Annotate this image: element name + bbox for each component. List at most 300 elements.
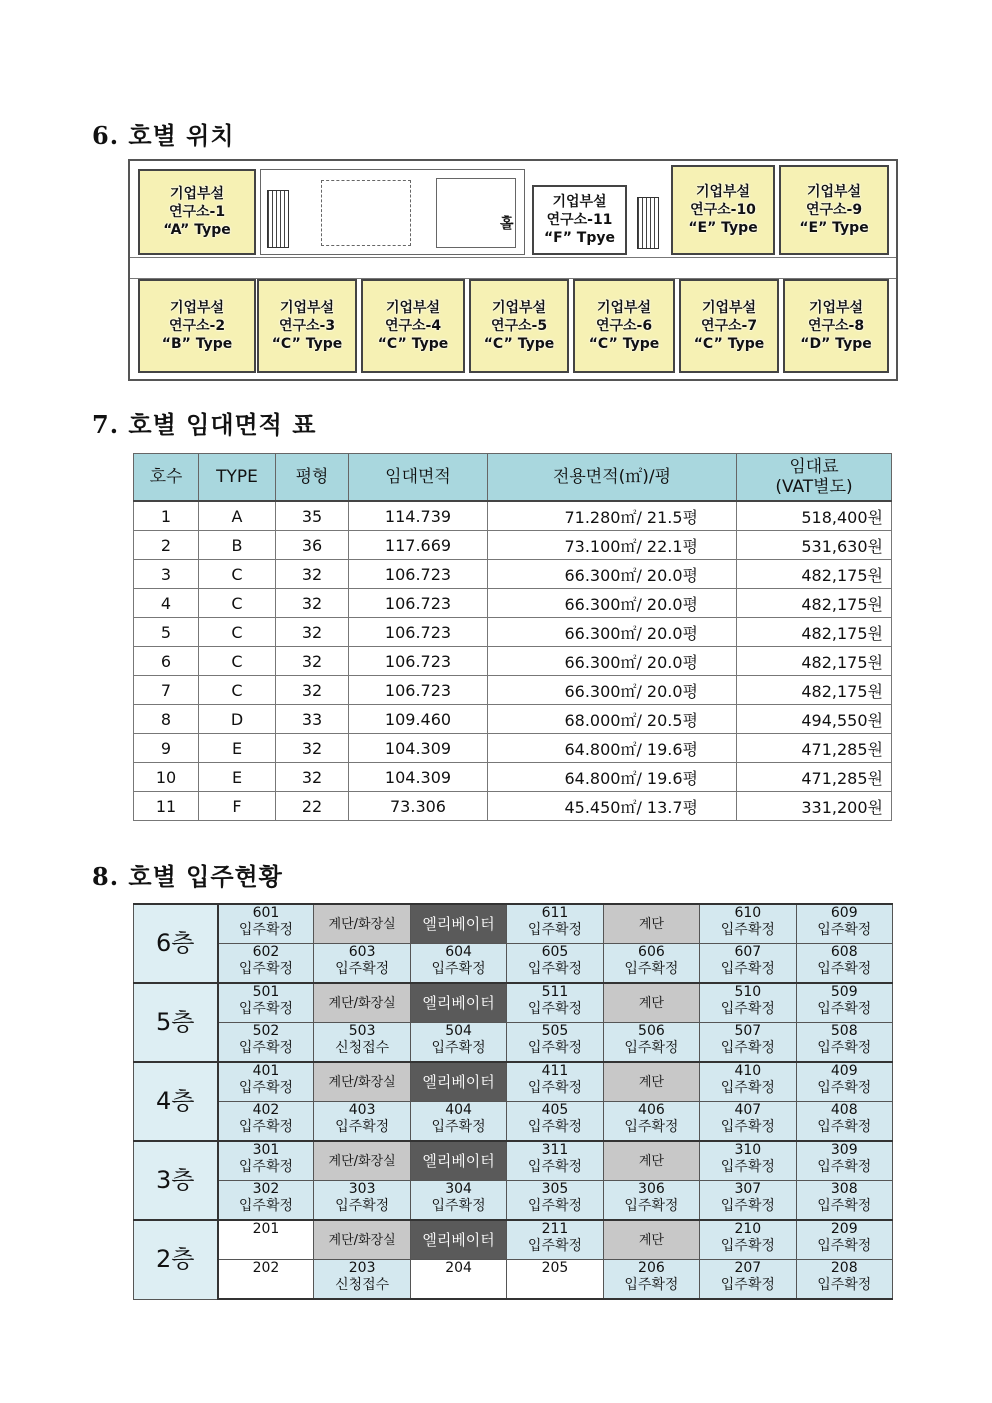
room-line: “C” Type	[693, 336, 765, 352]
unit-status: 입주확정	[624, 1119, 679, 1135]
unit-cell	[603, 1181, 699, 1221]
unit-status: 입주확정	[335, 1119, 390, 1135]
table-cell: 531,630원	[737, 531, 892, 560]
hall-label: 홀	[500, 216, 514, 232]
unit-cell	[700, 944, 796, 984]
floor-row-bottom	[134, 1181, 893, 1221]
unit-number: 511	[541, 984, 569, 1000]
unit-status: 입주확정	[431, 1198, 486, 1214]
unit-number: 410	[734, 1063, 762, 1079]
room-lab-10	[671, 165, 775, 255]
floor-plan	[128, 159, 898, 381]
unit-number: 603	[348, 944, 376, 960]
room-line: “E” Type	[799, 220, 869, 236]
occupancy-table	[133, 903, 893, 1300]
unit-cell	[410, 1023, 506, 1063]
table-row	[134, 734, 892, 763]
unit-status: 입주확정	[817, 961, 872, 977]
unit-number: 607	[734, 944, 762, 960]
room-line: 연구소-1	[168, 204, 226, 220]
room-line: 연구소-3	[278, 318, 336, 334]
restroom	[321, 180, 411, 246]
unit-status: 입주확정	[527, 1001, 583, 1017]
unit-number: 507	[734, 1023, 762, 1039]
room-line: “E” Type	[688, 220, 758, 236]
unit-number: 411	[541, 1063, 569, 1079]
unit-status: 입주확정	[624, 1040, 679, 1056]
floor-row-top	[134, 983, 893, 1023]
table-cell: A	[199, 501, 276, 531]
col-header: 호수	[134, 454, 199, 502]
unit-cell	[218, 1062, 314, 1102]
room-lab-5	[469, 279, 569, 373]
table-cell: 106.723	[349, 560, 488, 589]
table-cell: 5	[134, 618, 199, 647]
col-header-line: 임대료	[789, 457, 839, 477]
unit-status: 입주확정	[527, 1119, 583, 1135]
table-cell: C	[199, 647, 276, 676]
unit-status: 입주확정	[817, 1159, 872, 1175]
table-cell: 482,175원	[737, 647, 892, 676]
unit-number: 610	[734, 905, 762, 921]
table-cell: 518,400원	[737, 501, 892, 531]
room-line: “C” Type	[271, 336, 343, 352]
unit-cell	[603, 1260, 699, 1300]
floor-label: 2층	[134, 1220, 218, 1299]
table-cell: 106.723	[349, 618, 488, 647]
unit-cell	[700, 1062, 796, 1102]
stairs-restroom-cell: 계단/화장실	[314, 1141, 410, 1181]
unit-number: 604	[445, 944, 472, 960]
table-cell: 106.723	[349, 647, 488, 676]
table-cell: 482,175원	[737, 589, 892, 618]
table-row	[134, 792, 892, 821]
unit-status: 입주확정	[720, 1119, 775, 1135]
table-row	[134, 589, 892, 618]
elevator-cell: 엘리베이터	[410, 1141, 506, 1181]
unit-cell	[410, 1260, 506, 1300]
unit-status: 입주확정	[817, 1198, 872, 1214]
unit-status: 입주확정	[817, 1001, 872, 1017]
unit-status: 신청접수	[335, 1277, 390, 1293]
floor-label: 3층	[134, 1141, 218, 1220]
room-line: 기업부설	[169, 186, 225, 202]
unit-cell	[218, 1181, 314, 1221]
unit-status: 입주확정	[527, 961, 583, 977]
table-cell: 3	[134, 560, 199, 589]
unit-number: 306	[638, 1181, 665, 1197]
unit-cell	[314, 944, 410, 984]
unit-number: 409	[830, 1063, 858, 1079]
table-cell: 106.723	[349, 676, 488, 705]
room-line: “C” Type	[588, 336, 660, 352]
room-lab-3	[257, 279, 357, 373]
unit-number: 305	[541, 1181, 569, 1197]
unit-cell	[700, 1023, 796, 1063]
unit-number: 203	[348, 1260, 376, 1276]
elevator-cell: 엘리베이터	[410, 1220, 506, 1260]
room-line: 기업부설	[552, 194, 607, 210]
unit-status: 입주확정	[527, 1238, 583, 1254]
unit-cell	[507, 983, 603, 1023]
stairs-cell: 계단	[603, 983, 699, 1023]
table-cell: 482,175원	[737, 618, 892, 647]
room-lab-1	[138, 169, 256, 255]
stairs-cell: 계단	[603, 1141, 699, 1181]
table-cell: 64.800㎡/ 19.6평	[488, 734, 737, 763]
stairs-icon	[637, 197, 659, 249]
unit-cell	[218, 983, 314, 1023]
unit-number: 601	[252, 905, 280, 921]
floor-row-bottom	[134, 1023, 893, 1063]
unit-cell	[314, 1023, 410, 1063]
stairs-cell: 계단	[603, 1220, 699, 1260]
table-cell: 66.300㎡/ 20.0평	[488, 560, 737, 589]
room-line: 기업부설	[169, 300, 225, 316]
unit-status: 입주확정	[238, 1159, 294, 1175]
unit-number: 503	[348, 1023, 376, 1039]
table-cell: 104.309	[349, 763, 488, 792]
unit-cell	[410, 1181, 506, 1221]
table-cell: 35	[276, 501, 349, 531]
unit-number: 509	[830, 984, 858, 1000]
unit-cell	[796, 983, 892, 1023]
col-header: 평형	[276, 454, 349, 502]
room-lab-6	[573, 279, 675, 373]
room-line: “A” Type	[163, 222, 231, 238]
stairs-restroom-cell: 계단/화장실	[314, 1062, 410, 1102]
unit-cell	[218, 1023, 314, 1063]
unit-cell	[410, 944, 506, 984]
table-cell: 106.723	[349, 589, 488, 618]
unit-number: 606	[638, 944, 665, 960]
section-title-occupancy: 8. 호별 입주현황	[92, 862, 283, 891]
elevator-cell: 엘리베이터	[410, 983, 506, 1023]
unit-status: 입주확정	[720, 1001, 775, 1017]
room-lab-7	[679, 279, 779, 373]
room-line: 연구소-9	[805, 202, 863, 218]
unit-status: 입주확정	[527, 1080, 583, 1096]
elevator-cell: 엘리베이터	[410, 904, 506, 944]
table-cell: 9	[134, 734, 199, 763]
unit-status: 입주확정	[817, 1080, 872, 1096]
table-cell: 494,550원	[737, 705, 892, 734]
unit-cell	[796, 1023, 892, 1063]
room-line: 연구소-5	[490, 318, 548, 334]
unit-cell	[507, 1181, 603, 1221]
table-cell: 22	[276, 792, 349, 821]
unit-number: 301	[252, 1142, 280, 1158]
room-line: “C” Type	[483, 336, 555, 352]
unit-status: 입주확정	[335, 961, 390, 977]
table-cell: 482,175원	[737, 560, 892, 589]
room-line: 기업부설	[491, 300, 547, 316]
unit-status: 신청접수	[335, 1040, 390, 1056]
room-line: “F” Tpye	[543, 230, 616, 246]
table-cell: 32	[276, 676, 349, 705]
unit-cell	[700, 1260, 796, 1300]
table-row	[134, 763, 892, 792]
unit-status: 입주확정	[624, 961, 679, 977]
unit-cell	[796, 944, 892, 984]
unit-cell	[603, 1102, 699, 1142]
unit-number: 206	[638, 1260, 665, 1276]
unit-number: 506	[638, 1023, 665, 1039]
unit-cell	[507, 904, 603, 944]
table-row	[134, 618, 892, 647]
table-row	[134, 676, 892, 705]
unit-status: 입주확정	[238, 922, 294, 938]
table-row	[134, 501, 892, 531]
col-header: TYPE	[199, 454, 276, 502]
stairs-restroom-cell: 계단/화장실	[314, 904, 410, 944]
unit-number: 406	[638, 1102, 665, 1118]
unit-status: 입주확정	[527, 1159, 583, 1175]
unit-status: 입주확정	[817, 1040, 872, 1056]
room-lab-4	[361, 279, 465, 373]
table-cell: E	[199, 763, 276, 792]
floor-row-bottom	[134, 944, 893, 984]
room-line: 기업부설	[701, 300, 757, 316]
unit-number: 608	[830, 944, 858, 960]
unit-number: 208	[830, 1260, 858, 1276]
table-cell: 66.300㎡/ 20.0평	[488, 618, 737, 647]
table-cell: 331,200원	[737, 792, 892, 821]
floor-label: 6층	[134, 904, 218, 983]
unit-status: 입주확정	[238, 1198, 294, 1214]
area-table	[133, 453, 892, 821]
room-line: 기업부설	[279, 300, 335, 316]
table-cell: 32	[276, 647, 349, 676]
unit-status: 입주확정	[431, 961, 486, 977]
unit-number: 504	[445, 1023, 472, 1039]
unit-status: 입주확정	[817, 922, 872, 938]
unit-number: 408	[830, 1102, 858, 1118]
unit-cell	[796, 1141, 892, 1181]
unit-number: 508	[830, 1023, 858, 1039]
stairs-restroom-cell: 계단/화장실	[314, 983, 410, 1023]
unit-status: 입주확정	[238, 961, 294, 977]
stair-elevator-core	[260, 169, 525, 255]
unit-cell	[700, 1181, 796, 1221]
unit-status: 입주확정	[720, 1198, 775, 1214]
room-lab-11	[532, 185, 627, 255]
unit-cell	[218, 1141, 314, 1181]
table-cell: C	[199, 676, 276, 705]
room-line: 연구소-8	[807, 318, 865, 334]
table-cell: 4	[134, 589, 199, 618]
table-cell: 73.306	[349, 792, 488, 821]
stairs-cell: 계단	[603, 904, 699, 944]
table-cell: F	[199, 792, 276, 821]
floor-row-top	[134, 1141, 893, 1181]
unit-cell	[314, 1181, 410, 1221]
col-header-rent	[737, 454, 892, 502]
unit-number: 605	[541, 944, 569, 960]
unit-status: 입주확정	[238, 1001, 294, 1017]
unit-status: 입주확정	[624, 1277, 679, 1293]
room-lab-9	[779, 165, 889, 255]
unit-number: 602	[252, 944, 280, 960]
corridor	[130, 257, 896, 279]
unit-number: 609	[830, 905, 858, 921]
table-cell: 109.460	[349, 705, 488, 734]
room-line: 연구소-4	[384, 318, 442, 334]
unit-cell	[796, 1181, 892, 1221]
table-cell: 32	[276, 618, 349, 647]
unit-number: 308	[830, 1181, 858, 1197]
unit-number: 303	[348, 1181, 376, 1197]
table-cell: 11	[134, 792, 199, 821]
room-line: 기업부설	[695, 184, 751, 200]
unit-status: 입주확정	[431, 1040, 486, 1056]
floor-row-bottom	[134, 1102, 893, 1142]
area-table-header	[134, 454, 892, 502]
room-line: 연구소-6	[595, 318, 653, 334]
room-line: “D” Type	[800, 336, 872, 352]
unit-status: 입주확정	[817, 1277, 872, 1293]
stairs-icon	[267, 190, 289, 248]
unit-cell	[700, 1141, 796, 1181]
unit-status: 입주확정	[817, 1238, 872, 1254]
unit-number: 402	[252, 1102, 280, 1118]
table-cell: 471,285원	[737, 763, 892, 792]
room-lab-2	[138, 279, 256, 373]
floor-label: 5층	[134, 983, 218, 1062]
table-cell: 1	[134, 501, 199, 531]
unit-cell	[700, 983, 796, 1023]
unit-number: 201	[252, 1221, 280, 1237]
table-cell: 482,175원	[737, 676, 892, 705]
unit-cell	[700, 1220, 796, 1260]
unit-cell	[507, 1220, 603, 1260]
floor-row-top	[134, 1220, 893, 1260]
unit-cell	[218, 1102, 314, 1142]
unit-status: 입주확정	[720, 961, 775, 977]
section-title-area: 7. 호별 임대면적 표	[92, 410, 317, 439]
unit-cell	[218, 1260, 314, 1300]
table-cell: 71.280㎡/ 21.5평	[488, 501, 737, 531]
unit-status: 입주확정	[527, 1040, 583, 1056]
unit-number: 403	[348, 1102, 376, 1118]
unit-cell	[507, 1260, 603, 1300]
unit-cell	[796, 1062, 892, 1102]
table-cell: 104.309	[349, 734, 488, 763]
unit-status: 입주확정	[720, 1080, 775, 1096]
unit-status: 입주확정	[238, 1040, 294, 1056]
table-row	[134, 705, 892, 734]
unit-status: 입주확정	[335, 1198, 390, 1214]
room-line: 기업부설	[385, 300, 441, 316]
stairs-cell: 계단	[603, 1062, 699, 1102]
unit-number: 407	[734, 1102, 762, 1118]
unit-cell	[796, 1220, 892, 1260]
unit-status: 입주확정	[720, 1238, 775, 1254]
unit-cell	[507, 1023, 603, 1063]
unit-status: 입주확정	[624, 1198, 679, 1214]
unit-number: 505	[541, 1023, 569, 1039]
unit-status: 입주확정	[238, 1080, 294, 1096]
unit-cell	[700, 1102, 796, 1142]
section-title-location: 6. 호별 위치	[92, 121, 235, 150]
unit-cell	[507, 1102, 603, 1142]
unit-number: 211	[541, 1221, 569, 1237]
unit-number: 405	[541, 1102, 569, 1118]
table-cell: 66.300㎡/ 20.0평	[488, 589, 737, 618]
table-cell: 6	[134, 647, 199, 676]
table-cell: 45.450㎡/ 13.7평	[488, 792, 737, 821]
table-cell: 32	[276, 589, 349, 618]
table-cell: 114.739	[349, 501, 488, 531]
unit-number: 611	[541, 905, 569, 921]
unit-cell	[314, 1102, 410, 1142]
unit-number: 304	[445, 1181, 472, 1197]
table-cell: E	[199, 734, 276, 763]
room-line: “C” Type	[377, 336, 449, 352]
floor-row-top	[134, 1062, 893, 1102]
room-line: 연구소-10	[690, 202, 756, 218]
table-cell: 117.669	[349, 531, 488, 560]
table-cell: 36	[276, 531, 349, 560]
unit-cell	[410, 1102, 506, 1142]
unit-cell	[700, 904, 796, 944]
unit-number: 202	[252, 1260, 280, 1276]
table-row	[134, 647, 892, 676]
unit-cell	[507, 1062, 603, 1102]
unit-cell	[218, 1220, 314, 1260]
room-lab-8	[783, 279, 889, 373]
table-cell: 7	[134, 676, 199, 705]
table-cell: 66.300㎡/ 20.0평	[488, 676, 737, 705]
unit-cell	[603, 944, 699, 984]
unit-status: 입주확정	[527, 1198, 583, 1214]
table-cell: 32	[276, 734, 349, 763]
room-line: 연구소-7	[700, 318, 758, 334]
unit-cell	[796, 904, 892, 944]
unit-status: 입주확정	[720, 922, 775, 938]
unit-number: 502	[252, 1023, 280, 1039]
unit-number: 404	[445, 1102, 472, 1118]
table-row	[134, 560, 892, 589]
table-cell: 8	[134, 705, 199, 734]
unit-status: 입주확정	[527, 922, 583, 938]
unit-cell	[314, 1260, 410, 1300]
unit-cell	[796, 1260, 892, 1300]
floor-label: 4층	[134, 1062, 218, 1141]
unit-status: 입주확정	[238, 1119, 294, 1135]
unit-cell	[218, 904, 314, 944]
table-cell: B	[199, 531, 276, 560]
table-cell: C	[199, 589, 276, 618]
unit-status: 입주확정	[817, 1119, 872, 1135]
table-cell: C	[199, 618, 276, 647]
col-header-line: (VAT별도)	[775, 477, 853, 497]
table-cell: 66.300㎡/ 20.0평	[488, 647, 737, 676]
room-line: 연구소-2	[168, 318, 226, 334]
unit-number: 207	[734, 1260, 762, 1276]
table-cell: 64.800㎡/ 19.6평	[488, 763, 737, 792]
table-cell: 10	[134, 763, 199, 792]
unit-cell	[507, 944, 603, 984]
unit-status: 입주확정	[431, 1119, 486, 1135]
unit-number: 204	[445, 1260, 472, 1276]
unit-number: 307	[734, 1181, 762, 1197]
floor-row-bottom	[134, 1260, 893, 1300]
col-header: 임대면적	[349, 454, 488, 502]
unit-cell	[507, 1141, 603, 1181]
table-cell: 32	[276, 763, 349, 792]
room-line: 연구소-11	[546, 212, 613, 228]
